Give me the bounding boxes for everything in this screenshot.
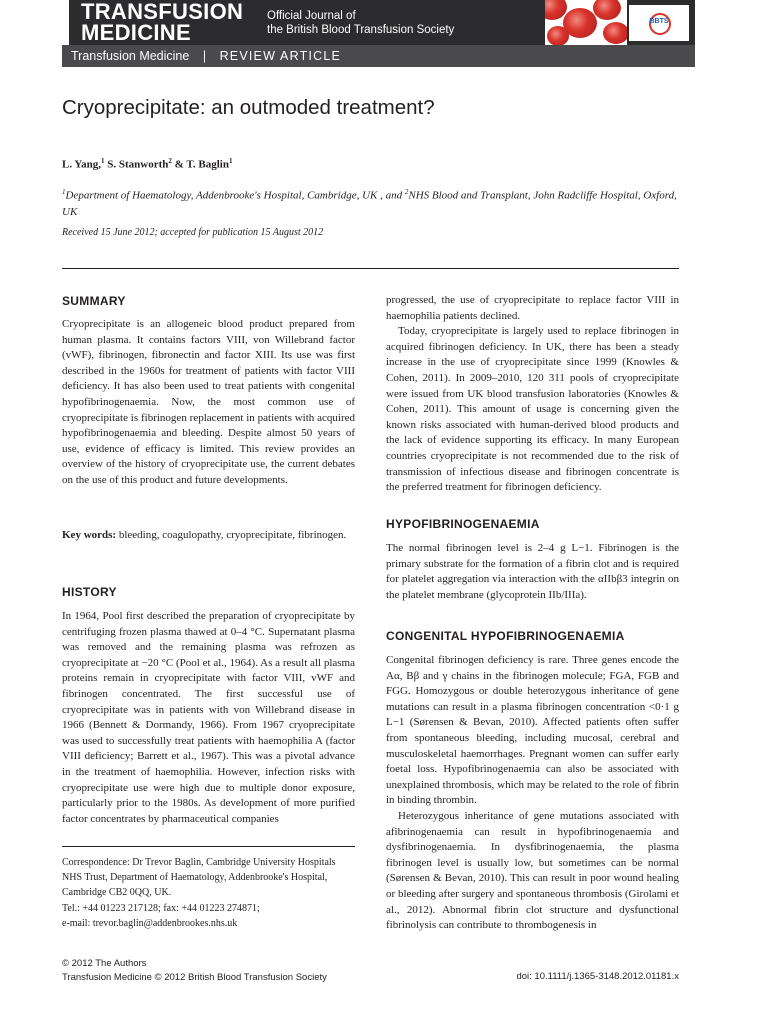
correspondence <box>62 855 355 931</box>
author-affil-marker: 1 <box>101 157 105 165</box>
correspondence-line: Tel.: +44 01223 217128; fax: +44 01223 274871; <box>62 902 260 914</box>
right-column-intro <box>386 293 679 496</box>
article-type-bar <box>62 45 695 67</box>
keywords <box>62 529 355 541</box>
article-title: Cryoprecipitate: an outmoded treatment? <box>62 96 435 119</box>
blood-cells-image <box>545 0 627 45</box>
congenital-paragraph-1: Congenital fibrinogen deficiency is rare. Three genes encode the Aα, Bβ and γ chains in the fibrinogen molecule; FGA, FGB and FGG. Homozygous or double heterozygous inheritance of gene mutations can result in a plasma fibrinogen concentration <0·1 g L−1 (Sørensen & Bevan, 2010). Affected patients often suffer from spontaneous bleeding, including mucosal, cerebral and musculoskeletal haemorrhages. Pregnant women can suffer early foetal loss. Hypofibrinogenaemia can also be associated with unexplained thrombosis, which may be related to the role of fibrin in binding thrombin. <box>386 654 679 807</box>
summary-text: Cryoprecipitate is an allogeneic blood product prepared from human plasma. It contains factors VIII, von Willebrand factor (vWF), fibrinogen, fibronectin and factor XIII. Its use was first described in the 1960s for treatment of patients with factor VIII deficiency. It has also been used to treat patients with congenital hypofibrinogenaemia. Now, the most common use of cryoprecipitate is fibrinogen replacement in patients with acquired hypofibrinogenaemia and bleeding. Despite almost 50 years of use, evidence of efficacy is limited. This review provides an overview of the history of cryoprecipitate use, the current debates on the use of this product and future developments. <box>62 318 355 486</box>
history-continued-text: progressed, the use of cryoprecipitate to replace factor VIII in haemophilia patients declined. <box>386 294 679 322</box>
keywords-label: Key words: <box>62 529 117 541</box>
official-line1: Official Journal of <box>267 10 356 22</box>
header-divider <box>62 268 679 269</box>
correspondence-email: e-mail: trevor.baglin@addenbrookes.nhs.uk <box>62 917 238 929</box>
congenital-section <box>386 653 679 934</box>
today-paragraph: Today, cryoprecipitate is largely used to replace fibrinogen in acquired fibrinogen deficiency. In UK, there has been a steady increase in the use of cryoprecipitate since 1999 (Knowles & Cohen, 2011). In 2009–2010, 120 311 pools of cryoprecipitate were issued from UK blood transfusion laboratories (Knowles & Cohen, 2011). This amount of usage is concerning given the known risks associated with human-derived blood products and the lack of evidence supporting its efficacy. In many European countries cryoprecipitate is not recommended due to the risk of transmission of infectious disease and fibrinogen concentrate is the preferred treatment for fibrinogen deficiency. <box>386 325 679 494</box>
subbar-journal: Transfusion Medicine <box>71 49 190 63</box>
journal-name-line2: MEDICINE <box>81 20 191 45</box>
history-text: In 1964, Pool first described the preparation of cryoprecipitate by centrifuging frozen plasma thawed at 0–4 °C. Supernatant plasma was removed and the remaining plasma was refrozen as cryoprecipitate at −20 °C (Pool et al., 1964). As a result all plasma proteins remain in cryoprecipitate with factor VIII, vWF and fibrinogen concentrated. The first successful use of cryoprecipitate was in patients with von Willebrand disease in 1966 (Bennett & Dormandy, 1966). From 1967 cryoprecipitate was used to successfully treat patients with haemophilia A (factor VIII deficiency; Barrett et al., 1967). This was a pivotal advance in the treatment of haemophilia. However, infection risks with cryoprecipitate use were high due to multiple donor exposure, particularly prior to the 1980s. As development of more purified factor concentrates by pharmaceutical companies <box>62 610 355 825</box>
hypofibrinogenaemia-heading: HYPOFIBRINOGENAEMIA <box>386 517 540 531</box>
history-heading: HISTORY <box>62 585 117 599</box>
author-affil-marker: 2 <box>168 157 172 165</box>
subbar-separator: | <box>202 49 207 63</box>
affiliations: $^1$Department of Haematology, Addenbrooke's Hospital, Cambridge, UK , and $^2$NHS Blood and Transplant, John Radcliffe Hospital, Oxford, UK <box>62 188 677 218</box>
hypofibrinogenaemia-text: The normal fibrinogen level is 2–4 g L−1. Fibrinogen is the primary substrate for the formation of a fibrin clot and is required for platelet aggregation via interaction with the αIIbβ3 integrin on the platelet membrane (glycoprotein IIb/IIIa). <box>386 542 679 601</box>
author-name: & T. Baglin <box>174 158 229 171</box>
affiliation-1: Department of Haematology, Addenbrooke's Hospital, Cambridge, UK , and <box>65 189 403 202</box>
doi-link[interactable]: doi: 10.1111/j.1365-3148.2012.01181.x <box>516 971 679 982</box>
correspondence-divider <box>62 846 355 847</box>
official-line2: the British Blood Transfusion Society <box>267 24 455 36</box>
journal-name-line1: TRANSFUSION <box>81 0 244 24</box>
author-name: L. Yang, <box>62 158 102 171</box>
congenital-paragraph-2: Heterozygous inheritance of gene mutations associated with afibrinogenaemia can result in hypofibrinogenaemia and dysfibrinogenaemia. In dysfibrinogenaemia, the plasma fibrinogen level is usually low, but sometimes can be normal (Sørensen & Bevan, 2010). This can result in poor wound healing or bleeding after surgery and spontaneous thrombosis (Girolami et al., 2012). Abnormal fibrin clot structure and dysfunctional fibrinolysis can contribute to thrombogenesis in <box>386 809 679 932</box>
subbar-article-type: REVIEW ARTICLE <box>219 49 342 63</box>
official-journal-text <box>267 9 454 37</box>
keywords-text: bleeding, coagulopathy, cryoprecipitate, fibrinogen. <box>118 529 347 541</box>
congenital-heading: CONGENITAL HYPOFIBRINOGENAEMIA <box>386 629 625 643</box>
journal-masthead <box>69 0 695 45</box>
author-list <box>62 157 232 171</box>
correspondence-line: Cambridge CB2 0QQ, UK. <box>62 887 172 899</box>
author-name: S. Stanworth <box>107 158 169 171</box>
copyright-journal: Transfusion Medicine © 2012 British Blood Transfusion Society <box>62 972 327 983</box>
summary-heading: SUMMARY <box>62 294 126 308</box>
correspondence-line: NHS Trust, Department of Haematology, Addenbrooke's Hospital, <box>62 872 328 884</box>
affiliation-2: NHS Blood and Transplant, John Radcliffe Hospital, Oxford, UK <box>62 189 677 218</box>
copyright-authors: © 2012 The Authors <box>62 958 147 969</box>
page-footer-copyright <box>62 957 327 985</box>
author-affil-marker: 1 <box>228 157 233 165</box>
received-dates: Received 15 June 2012; accepted for publication 15 August 2012 <box>62 227 324 238</box>
bbts-logo: BBTS <box>629 5 689 41</box>
correspondence-line: Correspondence: Dr Trevor Baglin, Cambridge University Hospitals <box>62 857 336 868</box>
journal-logo <box>81 1 243 43</box>
